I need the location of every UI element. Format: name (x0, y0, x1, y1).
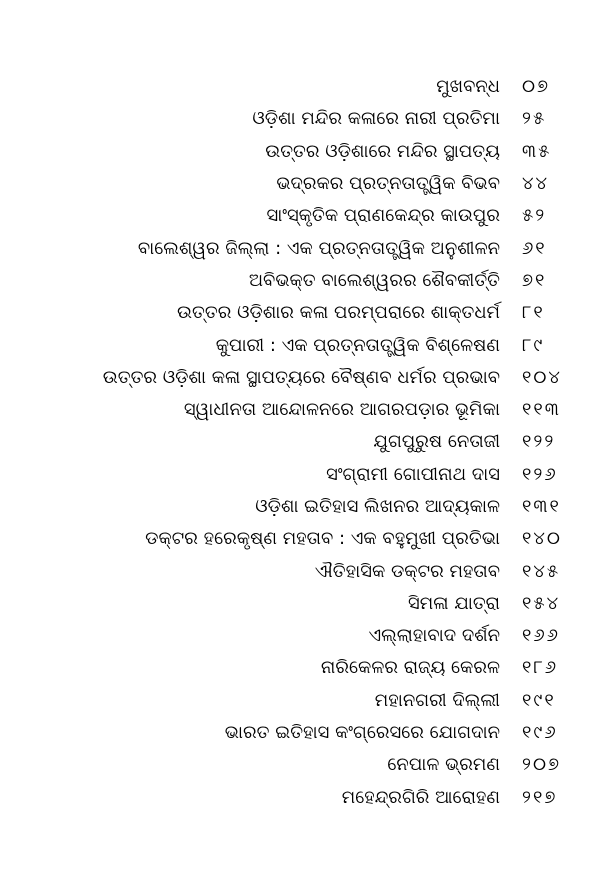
toc-entry-page: ୨୧୭ (522, 786, 558, 808)
toc-entry-title: ଉତ୍ତର ଓଡ଼ିଶାରେ ମନ୍ଦିର ସ୍ଥାପତ୍ୟ (265, 140, 500, 162)
toc-entry-page: ୧୯୧ (522, 689, 556, 711)
toc-entry-page: ୩୫ (522, 140, 552, 162)
toc-entry[interactable] (0, 136, 600, 168)
toc-entry[interactable] (0, 103, 600, 135)
toc-entry-title: ଏଲ୍ଲାହାବାଦ ଦର୍ଶନ (368, 625, 500, 647)
toc-entry[interactable] (0, 459, 600, 491)
toc-entry-title: ଓଡ଼ିଶା ଇତିହାସ ଲିଖନର ଆଦ୍ୟକାଳ (255, 496, 500, 517)
toc-entry-title: ଭାରତ ଇତିହାସ କଂଗ୍ରେସରେ ଯୋଗଦାନ (224, 722, 500, 744)
toc-entry-title: ନାରିକେଳର ରାଜ୍ୟ କେରଳ (320, 657, 500, 679)
toc-entry-page: ୪୪ (522, 173, 550, 195)
toc-entry-page: ୧୨୬ (522, 463, 558, 485)
toc-entry[interactable] (0, 394, 600, 426)
toc-entry-title: ଯୁଗପୁରୁଷ ନେତାଜୀ (373, 431, 500, 453)
toc-entry[interactable] (0, 200, 600, 232)
toc-entry[interactable] (0, 782, 600, 814)
toc-entry[interactable] (0, 685, 600, 717)
toc-entry-page: ୧୩୧ (522, 496, 561, 517)
toc-entry[interactable] (0, 232, 600, 264)
toc-entry[interactable] (0, 749, 600, 781)
toc-entry-page: ୧୨୨ (522, 431, 556, 453)
toc-entry[interactable] (0, 652, 600, 684)
toc-entry-page: ୧୪୦ (522, 528, 562, 550)
toc-entry[interactable] (0, 491, 600, 523)
toc-entry-title: ନେପାଳ ଭ୍ରମଣ (387, 754, 500, 776)
toc-entry[interactable] (0, 426, 600, 458)
toc-entry-page: ୮୧ (522, 302, 545, 324)
toc-entry-page: ୧୮୬ (522, 657, 559, 679)
toc-entry-page: ୧୪୫ (522, 560, 561, 582)
toc-entry-page: ୧୧୩ (522, 399, 561, 421)
toc-entry[interactable] (0, 168, 600, 200)
toc-entry-title: ମହେନ୍ଦ୍ରଗିରି ଆରୋହଣ (341, 786, 500, 808)
toc-entry[interactable] (0, 588, 600, 620)
toc-entry-title: ସ୍ୱାଧୀନତା ଆନ୍ଦୋଳନରେ ଆଗରପଡ଼ାର ଭୂମିକା (183, 399, 500, 421)
toc-entry[interactable] (0, 620, 600, 652)
toc-entry[interactable] (0, 329, 600, 361)
toc-entry-page: ୭୧ (522, 269, 547, 291)
toc-entry[interactable] (0, 265, 600, 297)
toc-entry-title: ଐତିହାସିକ ଡକ୍ଟର ମହତାବ (314, 560, 500, 582)
toc-entry-title: ବାଲେଶ୍ୱର ଜିଲ୍ଲା : ଏକ ପ୍ରତ୍ନତାତ୍ତ୍ୱିକ ଅନୁଶୀଳନ (137, 237, 500, 259)
toc-entry[interactable] (0, 717, 600, 749)
toc-entry-page: ୬୧ (522, 237, 547, 259)
toc-entry-title: ମୁଖବନ୍ଧ (436, 76, 500, 98)
toc-entry[interactable] (0, 297, 600, 329)
toc-entry-title: କୁପାରୀ : ଏକ ପ୍ରତ୍ନତାତ୍ତ୍ୱିକ ବିଶ୍ଳେଷଣ (215, 334, 500, 356)
toc-entry-title: ଉତ୍ତର ଓଡ଼ିଶା କଳା ସ୍ଥାପତ୍ୟରେ ବୈଷ୍ଣବ ଧର୍ମର ପ୍ରଭାବ (102, 366, 500, 388)
toc-entry-title: ସାଂସ୍କୃତିକ ପ୍ରାଣକେନ୍ଦ୍ର କାଉପୁର (266, 205, 500, 227)
toc-entry[interactable] (0, 555, 600, 587)
toc-entry-page: ୧୦୪ (522, 366, 562, 388)
toc-entry-page: ୦୭ (522, 76, 551, 98)
toc-entry-title: ଓଡ଼ିଶା ମନ୍ଦିର କଳାରେ ନାରୀ ପ୍ରତିମା (252, 108, 500, 130)
toc-entry-title: ଉତ୍ତର ଓଡ଼ିଶାର କଳା ପରମ୍ପରାରେ ଶାକ୍ତଧର୍ମ (177, 302, 500, 324)
toc-entry[interactable] (0, 71, 600, 103)
toc-entry-page: ୧୬୬ (522, 625, 560, 647)
toc-entry-title: ସଂଗ୍ରାମୀ ଗୋପୀନାଥ ଦାସ (326, 463, 500, 485)
toc-entry-page: ୧୯୬ (522, 722, 558, 744)
toc-entry-title: ସିମଳା ଯାତ୍ରା (408, 592, 500, 614)
toc-entry-page: ୧୫୪ (522, 592, 561, 614)
toc-entry-page: ୮୯ (522, 334, 545, 356)
toc-entry-title: ମହାନଗରୀ ଦିଲ୍ଲୀ (374, 689, 500, 711)
table-of-contents (0, 71, 600, 814)
toc-entry-title: ଡକ୍ଟର ହରେକୃଷ୍ଣ ମହତାବ : ଏକ ବହୁମୁଖୀ ପ୍ରତିଭା (145, 528, 500, 550)
toc-entry-page: ୫୨ (522, 205, 547, 227)
toc-entry-title: ଅବିଭକ୍ତ ବାଲେଶ୍ୱରର ଶୈବକୀର୍ତ୍ତି (248, 269, 500, 291)
toc-entry-title: ଭଦ୍ରକର ପ୍ରତ୍ନତାତ୍ତ୍ୱିକ ବିଭବ (276, 173, 500, 195)
toc-entry[interactable] (0, 362, 600, 394)
toc-entry-page: ୨୦୭ (522, 754, 562, 776)
toc-entry[interactable] (0, 523, 600, 555)
toc-entry-page: ୨୫ (522, 108, 547, 130)
